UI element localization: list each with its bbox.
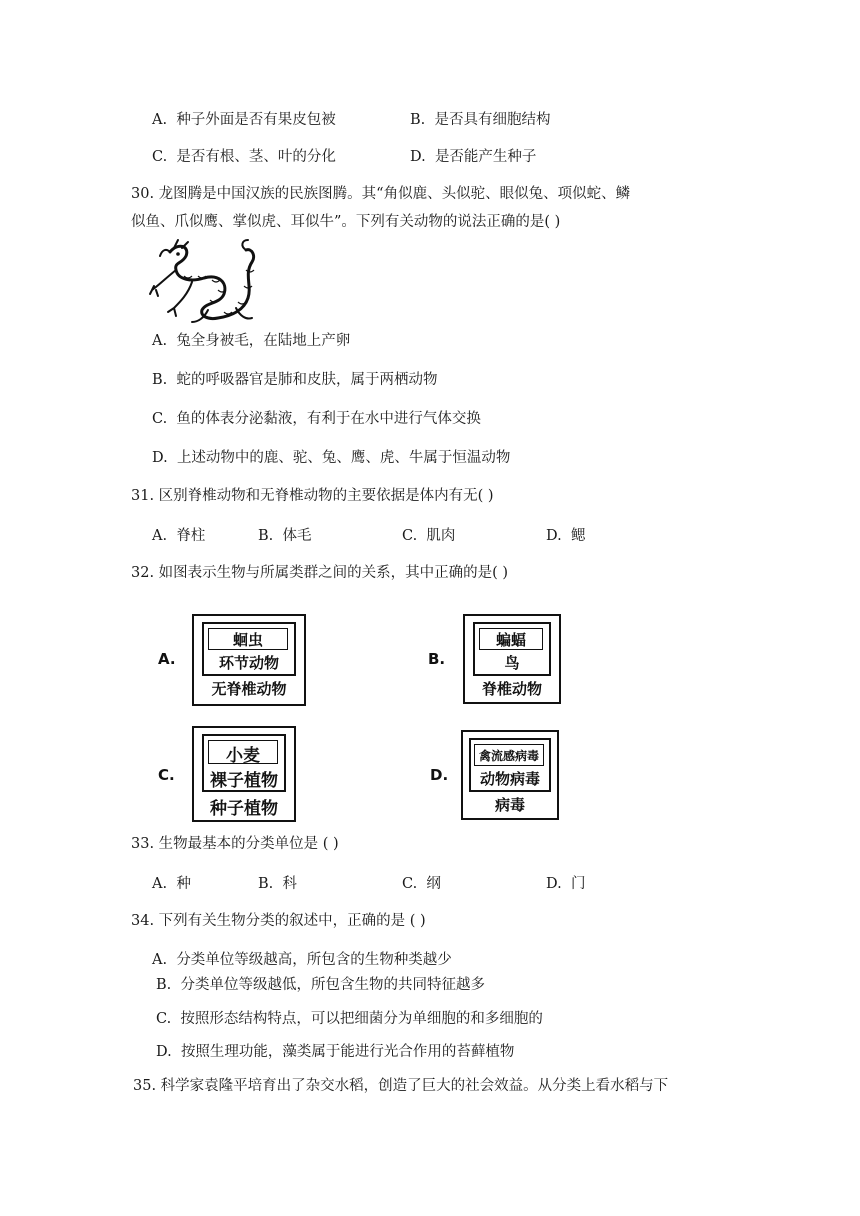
q33-option-a: A. 种 (152, 876, 191, 892)
diagram-d-inner-label: 禽流感病毒 (478, 749, 539, 763)
q33-option-d: D. 门 (546, 876, 586, 892)
diagram-b-middle-label: 鸟 (504, 654, 520, 672)
diagram-a-inner-label: 蛔虫 (232, 631, 263, 649)
diagram-a-middle-label: 环节动物 (218, 654, 279, 672)
diagram-b-letter: B. (428, 650, 446, 668)
q29-option-b: B. 是否具有细胞结构 (410, 112, 551, 128)
q31-option-a: A. 脊柱 (152, 528, 206, 544)
q32-stem: 32. 如图表示生物与所属类群之间的关系，其中正确的是( ) (131, 565, 509, 581)
diagram-a-middle-box (202, 622, 296, 676)
q33-option-c: C. 纲 (402, 876, 441, 892)
diagram-d-outer-box (461, 730, 559, 820)
q30-option-d: D. 上述动物中的鹿、驼、兔、鹰、虎、牛属于恒温动物 (152, 450, 511, 466)
q33-option-b: B. 科 (258, 876, 297, 892)
q31-stem: 31. 区别脊椎动物和无脊椎动物的主要依据是体内有无( ) (131, 488, 494, 504)
q34-stem: 34. 下列有关生物分类的叙述中，正确的是 ( ) (131, 913, 426, 929)
q34-option-a: A. 分类单位等级越高，所包含的生物种类越少 (152, 952, 452, 968)
q33-stem: 33. 生物最基本的分类单位是 ( ) (131, 836, 339, 852)
diagram-d-middle-box (469, 738, 551, 792)
diagram-c-inner-label: 小麦 (226, 746, 260, 766)
diagram-d-outer-label: 病毒 (494, 796, 525, 814)
q30-option-c: C. 鱼的体表分泌黏液，有利于在水中进行气体交换 (152, 411, 481, 427)
q31-option-b: B. 体毛 (258, 528, 312, 544)
q34-option-d: D. 按照生理功能，藻类属于能进行光合作用的苔藓植物 (156, 1044, 515, 1060)
diagram-c-letter: C. (158, 766, 175, 784)
diagram-c-middle-label: 裸子植物 (210, 771, 278, 791)
q29-option-c: C. 是否有根、茎、叶的分化 (152, 149, 336, 165)
diagram-c-outer-label: 种子植物 (210, 799, 278, 819)
q30-stem-line2: 似鱼、爪似鹰、掌似虎、耳似牛”。下列有关动物的说法正确的是( ) (131, 214, 561, 230)
diagram-d-letter: D. (430, 766, 449, 784)
diagram-a-inner-box (208, 628, 288, 650)
q29-option-a: A. 种子外面是否有果皮包被 (152, 112, 336, 128)
diagram-b-outer-box (463, 614, 561, 704)
diagram-a-outer-box (192, 614, 306, 706)
q34-option-b: B. 分类单位等级越低，所包含生物的共同特征越多 (156, 977, 485, 993)
diagram-d-middle-label: 动物病毒 (479, 770, 540, 788)
diagram-b-inner-label: 蝙蝠 (495, 631, 526, 649)
q30-option-b: B. 蛇的呼吸器官是肺和皮肤，属于两栖动物 (152, 372, 438, 388)
diagram-b-outer-label: 脊椎动物 (481, 680, 542, 698)
q31-option-c: C. 肌肉 (402, 528, 456, 544)
diagram-c-inner-box (208, 740, 278, 764)
diagram-d-inner-box (474, 744, 544, 766)
diagram-a-outer-label: 无脊椎动物 (211, 680, 287, 698)
q34-option-c: C. 按照形态结构特点，可以把细菌分为单细胞的和多细胞的 (156, 1011, 543, 1027)
q30-stem-line1: 30. 龙图腾是中国汉族的民族图腾。其“角似鹿、头似驼、眼似兔、项似蛇、鳞 (131, 186, 631, 202)
diagram-b-middle-box (473, 622, 551, 676)
q29-option-d: D. 是否能产生种子 (410, 149, 537, 165)
diagram-c-outer-box (192, 726, 296, 822)
diagram-b-inner-box (479, 628, 543, 650)
q31-option-d: D. 鳃 (546, 528, 586, 544)
diagram-a-letter: A. (158, 650, 176, 668)
diagram-c-middle-box (202, 734, 286, 792)
q30-option-a: A. 兔全身被毛，在陆地上产卵 (152, 333, 351, 349)
q35-stem: 35. 科学家袁隆平培育出了杂交水稻，创造了巨大的社会效益。从分类上看水稻与下 (133, 1078, 669, 1094)
dragon-totem-image (148, 238, 260, 324)
